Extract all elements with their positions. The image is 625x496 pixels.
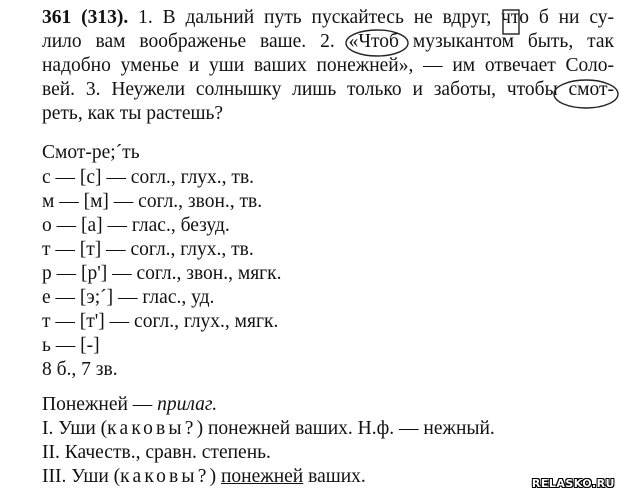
exercise-line-1: [42, 6, 614, 30]
morph-text: ) понежней ваших. Н.ф. — нежный.: [196, 418, 495, 439]
morph-question: каковы?: [120, 466, 210, 487]
phonetic-row: т — [т'] — согл., глух., мягк.: [42, 311, 279, 332]
watermark: RELASKO.RU: [531, 477, 615, 490]
phonetic-row: с — [с] — согл., глух., тв.: [42, 167, 255, 188]
morph-word: Понежней —: [42, 394, 153, 415]
morph-line-1: [42, 417, 495, 441]
exercise-line-2: лило вам воображенье ваше. 2. «Чтоб музыкантом быть, так: [42, 31, 614, 52]
morph-text: ): [209, 466, 221, 487]
morph-pos: прилаг.: [157, 394, 218, 415]
morph-underlined-word: понежней: [220, 466, 304, 487]
phonetic-summary: 8 б., 7 зв.: [42, 359, 118, 380]
morph-text: III. Уши (: [42, 466, 121, 487]
morph-line-2: II. Качеств., сравн. степень.: [42, 442, 271, 463]
phonetic-row: о — [а] — глас., безуд.: [42, 215, 230, 236]
exercise-line-4: вей. 3. Неужели солнышку лишь только и заботы, чтобы смот-: [42, 79, 614, 100]
morph-heading: [42, 393, 217, 417]
phonetic-row: е — [э;´] — глас., уд.: [42, 287, 215, 308]
morph-text: ваших.: [303, 466, 366, 487]
phonetic-word: Смот-ре;´ть: [42, 142, 140, 163]
exercise-line-3: надобно уменье и уши ваших понежней», — им отвечает Соло-: [42, 55, 614, 76]
morph-line-3: [42, 465, 366, 489]
phonetic-row: ь — [-]: [42, 335, 100, 356]
morph-question: каковы?: [107, 418, 197, 439]
exercise-number: 361 (313).: [42, 7, 129, 28]
exercise-text: 1. В дальний путь пускайтесь не вдруг, что б ни су-: [128, 7, 614, 28]
exercise-line-5: реть, как ты растешь?: [42, 103, 224, 124]
phonetic-row: м — [м] — согл., звон., тв.: [42, 191, 263, 212]
phonetic-row: р — [р'] — согл., звон., мягк.: [42, 263, 282, 284]
phonetic-row: т — [т] — согл., глух., тв.: [42, 239, 254, 260]
morph-text: I. Уши (: [42, 418, 108, 439]
